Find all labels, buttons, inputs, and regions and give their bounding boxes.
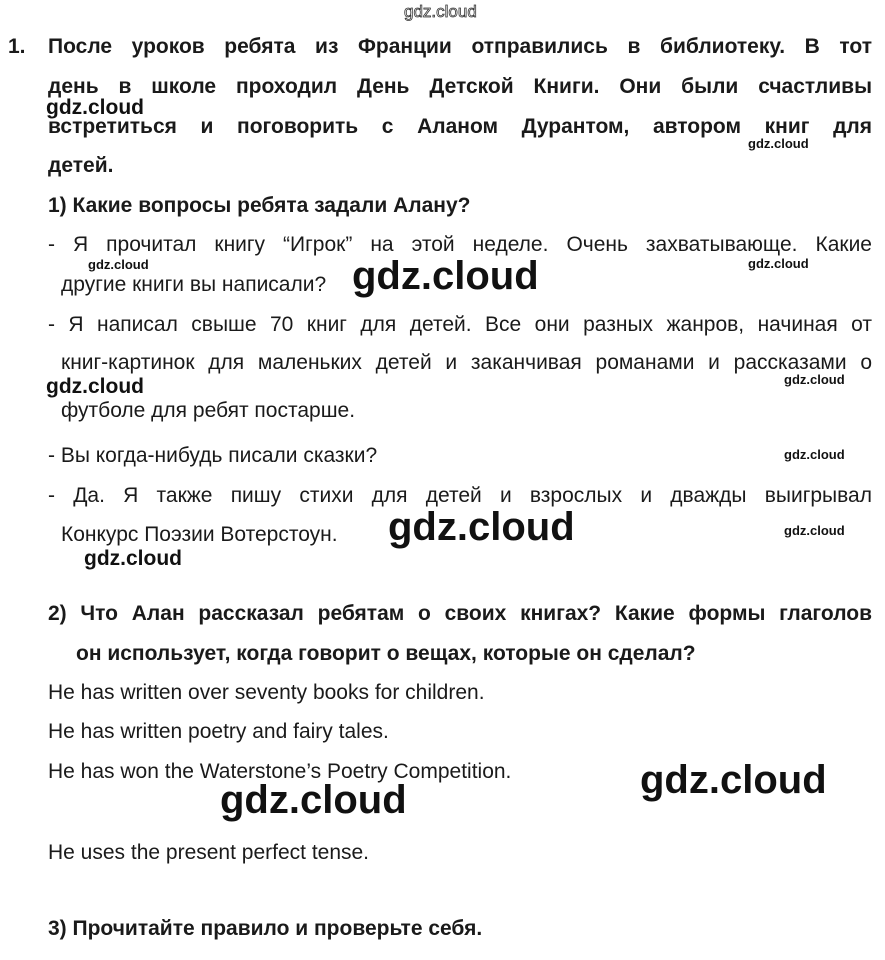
watermark: gdz.cloud <box>748 256 809 271</box>
watermark: gdz.cloud <box>388 505 575 549</box>
q1-line-5: футболе для ребят постарше. <box>61 399 356 422</box>
q2-answer-1: He has written over seventy books for children. <box>48 681 485 704</box>
q1-line-1: - Я прочитал книгу “Игрок” на этой неделе. Очень захватывающе. Какие <box>48 233 872 256</box>
watermark: gdz.cloud <box>84 547 182 570</box>
task-number: 1. <box>8 35 26 58</box>
watermark: gdz.cloud <box>748 136 809 151</box>
q1-line-7: - Да. Я также пишу стихи для детей и взрослых и дважды выигрывал <box>48 484 872 507</box>
q1-line-4: книг-картинок для маленьких детей и заканчивая романами и рассказами о <box>61 351 872 374</box>
watermark: gdz.cloud <box>46 375 144 398</box>
watermark: gdz.cloud <box>220 778 407 822</box>
watermark: gdz.cloud <box>784 447 845 462</box>
q1-line-6: - Вы когда-нибудь писали сказки? <box>48 444 378 467</box>
q3-heading: 3) Прочитайте правило и проверьте себя. <box>48 917 483 940</box>
watermark: gdz.cloud <box>88 257 149 272</box>
watermark: gdz.cloud <box>784 523 845 538</box>
watermark: gdz.cloud <box>640 758 827 802</box>
q1-line-2: другие книги вы написали? <box>61 273 327 296</box>
intro-line-4: детей. <box>48 154 114 177</box>
intro-line-3: встретиться и поговорить с Аланом Дурантом, автором книг для <box>48 115 872 138</box>
q2-answer-3: He has won the Waterstone’s Poetry Competition. <box>48 760 512 783</box>
q1-heading: 1) Какие вопросы ребята задали Алану? <box>48 194 471 217</box>
watermark: gdz.cloud <box>46 96 144 119</box>
q1-line-8: Конкурс Поэзии Вотерстоун. <box>61 523 338 546</box>
watermark-top: gdz.cloud <box>404 2 477 21</box>
q1-line-3: - Я написал свыше 70 книг для детей. Все они разных жанров, начиная от <box>48 313 872 336</box>
q2-answer-2: He has written poetry and fairy tales. <box>48 720 389 743</box>
q2-heading-line-1: 2) Что Алан рассказал ребятам о своих книгах? Какие формы глаголов <box>48 602 872 625</box>
watermark: gdz.cloud <box>784 372 845 387</box>
q2-heading-line-2: он использует, когда говорит о вещах, которые он сделал? <box>76 642 696 665</box>
intro-line-2: день в школе проходил День Детской Книги. Они были счастливы <box>48 75 872 98</box>
intro-line-1: После уроков ребята из Франции отправились в библиотеку. В тот <box>48 35 872 58</box>
q2-answer-4: He uses the present perfect tense. <box>48 841 370 864</box>
watermark: gdz.cloud <box>352 254 539 298</box>
